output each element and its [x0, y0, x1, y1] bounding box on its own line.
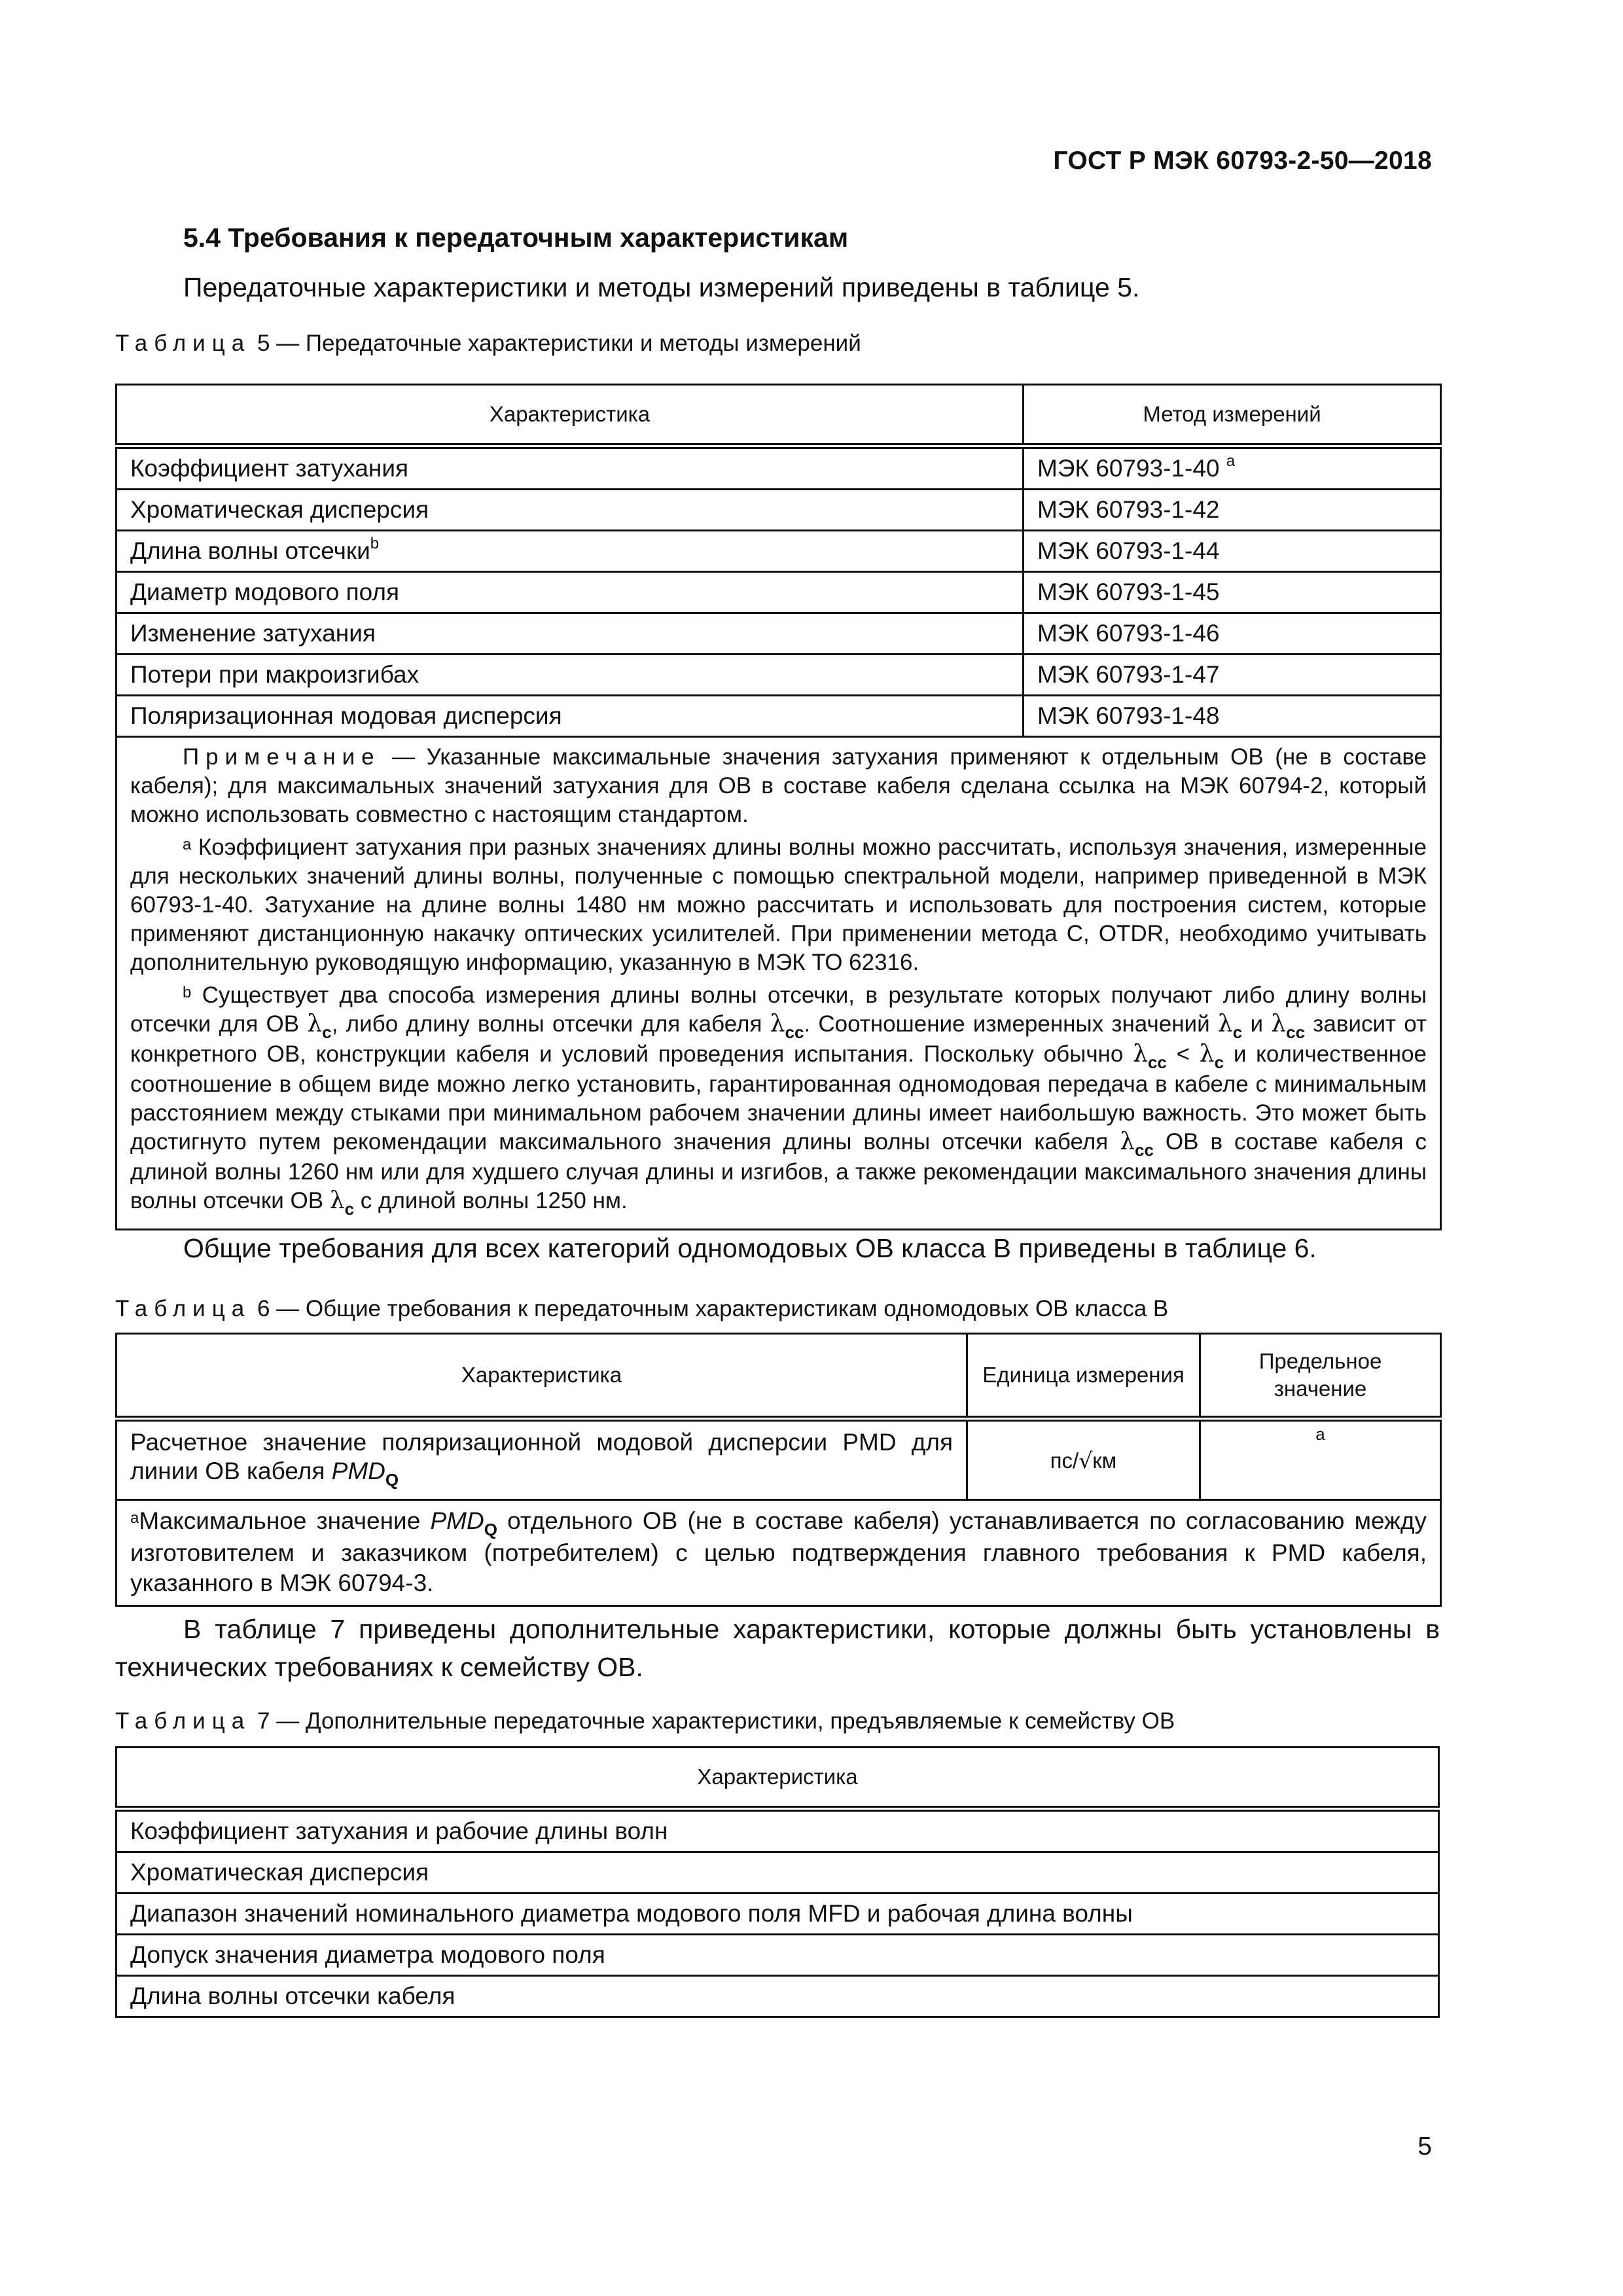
lambda-symbol: λ	[1120, 1128, 1135, 1155]
table7-caption-text: 7 — Дополнительные передаточные характеристики, предъявляемые к семейству ОВ	[251, 1708, 1175, 1734]
lambda-symbol: λ	[1133, 1041, 1148, 1067]
table6-note-row	[116, 1500, 1441, 1606]
footnote-b	[130, 981, 1427, 1217]
table6-caption-text: 6 — Общие требования к передаточным характеристикам одномодовых ОВ класса В	[251, 1296, 1169, 1321]
table7-cell: Коэффициент затухания и рабочие длины волн	[116, 1809, 1439, 1852]
lambda-symbol: λ	[1271, 1011, 1287, 1037]
table-row	[116, 1809, 1439, 1852]
lambda-symbol: λ	[1217, 1011, 1233, 1037]
table7-caption-word: Таблица	[115, 1708, 251, 1734]
table5-note	[130, 743, 1427, 829]
table5-caption	[115, 331, 861, 357]
paragraph-table6-intro: Общие требования для всех категорий одномодовых ОВ класса В приведены в таблице 6.	[183, 1233, 1317, 1263]
table-row	[116, 1935, 1439, 1976]
footnote-a-text: Коэффициент затухания при разных значениях длины волны можно рассчитать, используя значения, измеренные для нескольких значений длины волны, полученные с помощью спектральной модели, например приведенной в МЭК 60793-1-40. Затухание на длине волны 1480 нм можно рассчитать и использовать для построения систем, которые применяют дистанционную накачку оптических усилителей. При применении метода С, OTDR, необходимо учитывать дополнительную руководящую информацию, указанную в МЭК ТО 62316.	[130, 834, 1427, 975]
subscript: cc	[1135, 1140, 1154, 1160]
subscript: cc	[1286, 1022, 1306, 1042]
table5-notes-row	[116, 737, 1441, 1230]
subscript: c	[1232, 1022, 1243, 1042]
table7-caption	[115, 1708, 1175, 1734]
table5-cell: МЭК 60793-1-44	[1024, 531, 1441, 572]
table5-notes	[116, 737, 1441, 1230]
section-title: 5.4 Требования к передаточным характеристикам	[183, 223, 849, 253]
footnote-b-text: , либо длину волны отсечки для кабеля	[331, 1011, 770, 1037]
table-row	[116, 490, 1441, 531]
footnote-b-text: <	[1166, 1041, 1200, 1067]
table5	[115, 384, 1442, 1230]
table5-header-row	[116, 385, 1441, 446]
paragraph-table7-intro: В таблице 7 приведены дополнительные характеристики, которые должны быть установлены в технических требованиях к семейству ОВ.	[115, 1614, 1440, 1682]
table-row	[116, 613, 1441, 655]
footnote-b-text: и	[1242, 1011, 1272, 1037]
method-text: МЭК 60793-1-40	[1037, 455, 1220, 482]
table7-cell: Допуск значения диаметра модового поля	[116, 1935, 1439, 1976]
lambda-symbol: λ	[307, 1011, 323, 1037]
subscript: c	[1214, 1052, 1224, 1072]
table5-cell: МЭК 60793-1-48	[1024, 696, 1441, 737]
table5-cell: Коэффициент затухания	[116, 446, 1024, 490]
lambda-symbol: λ	[770, 1011, 785, 1037]
table7-cell: Длина волны отсечки кабеля	[116, 1976, 1439, 2017]
table6-header-limit: Предельное значение	[1200, 1334, 1441, 1419]
table5-cell	[1024, 446, 1441, 490]
table-row	[116, 572, 1441, 613]
table7-header-characteristic: Характеристика	[116, 1748, 1439, 1809]
footnote-b-text: . Соотношение измеренных значений	[804, 1011, 1218, 1037]
lambda-symbol: λ	[329, 1187, 345, 1214]
table7-cell: Диапазон значений номинального диаметра модового поля MFD и рабочая длина волны	[116, 1893, 1439, 1935]
footnote-b-text: с длиной волны 1250 нм.	[354, 1188, 628, 1213]
footnote-mark: а	[130, 1509, 139, 1527]
table-row	[116, 655, 1441, 696]
footnote-b-text: зависит от конкретного ОВ, конструкции кабеля и условий проведения испытания. Поскольку обычно	[130, 1011, 1427, 1067]
table5-cell: МЭК 60793-1-46	[1024, 613, 1441, 655]
paragraph-intro: Передаточные характеристики и методы измерений приведены в таблице 5.	[183, 272, 1140, 302]
table7	[115, 1746, 1440, 2018]
characteristic-text: Расчетное значение поляризационной модовой дисперсии PMD для линии ОВ кабеля	[130, 1429, 953, 1484]
table6	[115, 1333, 1442, 1607]
pmd-symbol: PMD	[430, 1507, 484, 1534]
table5-caption-text: 5 — Передаточные характеристики и методы измерений	[251, 331, 861, 356]
note-text: Максимальное значение	[139, 1507, 431, 1534]
footnote-a	[130, 833, 1427, 977]
table-row	[116, 696, 1441, 737]
footnote-b-text: Существует два способа измерения длины волны отсечки, в результате которых получают либо длину волны отсечки для ОВ	[130, 982, 1427, 1037]
characteristic-text: Длина волны отсечки	[130, 537, 370, 564]
table-row	[116, 1976, 1439, 2017]
note-word: Примечание	[183, 744, 381, 770]
table7-header-row	[116, 1748, 1439, 1809]
table5-cell: Потери при макроизгибах	[116, 655, 1024, 696]
table-row	[116, 1852, 1439, 1893]
unit-radicand: км	[1092, 1448, 1117, 1473]
table5-caption-word: Таблица	[115, 331, 251, 356]
table5-cell: МЭК 60793-1-42	[1024, 490, 1441, 531]
table5-cell: Поляризационная модовая дисперсия	[116, 696, 1024, 737]
unit-prefix: пс/	[1050, 1448, 1079, 1473]
note-text: отдельного ОВ (не в составе кабеля) устанавливается по согласованию между изготовителем и заказчиком (потребителем) с целью подтверждения главного требования к PMD кабеля, указанного в МЭК 60794-3.	[130, 1507, 1427, 1596]
table5-header-characteristic: Характеристика	[116, 385, 1024, 446]
standard-code: ГОСТ Р МЭК 60793-2-50—2018	[1053, 147, 1432, 175]
table-row	[116, 1893, 1439, 1935]
footnote-b-text: ОВ в составе кабеля с длиной волны 1260 нм или для худшего случая длины и изгибов, а также рекомендации максимального значения длины волны отсечки ОВ	[130, 1129, 1427, 1213]
subscript: c	[344, 1199, 355, 1219]
subscript: c	[322, 1022, 332, 1042]
table7-cell: Хроматическая дисперсия	[116, 1852, 1439, 1893]
table5-header-method: Метод измерений	[1024, 385, 1441, 446]
table-row	[116, 446, 1441, 490]
table6-caption	[115, 1296, 1168, 1322]
table-row	[116, 531, 1441, 572]
table6-limit-cell: а	[1200, 1419, 1441, 1500]
sqrt-icon: √	[1079, 1447, 1093, 1473]
page-number: 5	[1418, 2132, 1432, 2161]
table5-cell: Диаметр модового поля	[116, 572, 1024, 613]
footnote-mark: b	[370, 535, 380, 552]
table5-cell	[116, 531, 1024, 572]
note-text: — Указанные максимальные значения затухания применяют к отдельным ОВ (не в составе кабеля); для максимальных значений затухания для ОВ в составе кабеля сделана ссылка на МЭК 60794-2, который можно использовать совместно с настоящим стандартом.	[130, 744, 1427, 827]
lambda-symbol: λ	[1199, 1041, 1215, 1067]
footnote-b-mark: b	[183, 984, 192, 1001]
subscript: cc	[785, 1022, 804, 1042]
table6-header-row	[116, 1334, 1441, 1419]
table5-cell: МЭК 60793-1-45	[1024, 572, 1441, 613]
table6-cell	[116, 1419, 967, 1500]
table6-unit-cell	[967, 1419, 1200, 1500]
table6-note	[116, 1500, 1441, 1606]
subscript: cc	[1147, 1052, 1167, 1072]
table6-header-unit: Единица измерения	[967, 1334, 1200, 1419]
footnote-b-text: и количественное соотношение в общем виде можно легко установить, гарантированная одномодовая передача в кабеле с минимальным расстоянием между стыками при минимальном рабочем значении длины имеет наибольшую важность. Это может быть достигнуто путем рекомендации максимального значения длины волны отсечки кабеля	[130, 1041, 1427, 1155]
footnote-a-mark: a	[183, 836, 192, 853]
footnote-mark: a	[1226, 452, 1236, 470]
table5-cell: Изменение затухания	[116, 613, 1024, 655]
subscript: Q	[385, 1470, 399, 1490]
subscript: Q	[484, 1520, 497, 1539]
table-row	[116, 1419, 1441, 1500]
table5-cell: Хроматическая дисперсия	[116, 490, 1024, 531]
table6-header-characteristic: Характеристика	[116, 1334, 967, 1419]
table5-cell: МЭК 60793-1-47	[1024, 655, 1441, 696]
pmd-symbol: PMD	[331, 1458, 385, 1484]
table6-caption-word: Таблица	[115, 1296, 251, 1321]
